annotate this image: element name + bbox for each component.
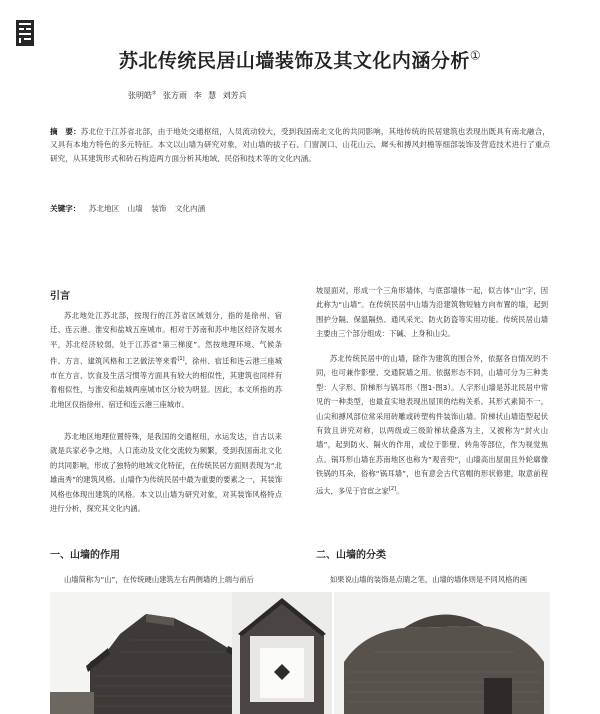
citation-ref: [2] [388,485,397,492]
author-name: 慧 [208,91,217,100]
keyword: 苏北地区 [88,204,120,213]
section-2-heading: 二、山墙的分类 [316,550,386,561]
right-paragraph-1: 坡屋面对，形成一个三角形墙体，与底部墙体一起，似古体“山”字，因此称为“山墙”。在传统民居中山墙为沿建筑物短轴方向布置的墙，起到围护分隔、保温隔热、通风采光、防火防盗等实用功能。传统民居山墙主要由三个部分组成：下碱、上身和山尖。 [316,286,548,339]
citation-ref: [1] [177,356,185,363]
author-list [128,90,247,101]
keyword: 山墙 [127,204,143,213]
section-1-heading: 一、山墙的作用 [50,550,120,561]
right-paragraph-2: 苏北传统民居中的山墙，除作为建筑的围合外，依据各自情况的不同，也可兼作影壁、交通院墙之用。依据形态不同，山墙可分为三种类型：人字形、阶梯形与锅耳形（图1-图3）。人字形山墙是苏北民居中常见的一种类型，也最直实地表现出屋顶的结构关系。其形式素简不一，山尖和搏风部位常采用砖雕或砖塑构件装饰山墙。阶梯状山墙造型起伏有致且讲究对称，以两级或三级阶梯状叠落为主，又被称为“封火山墙”，起到防火、隔火的作用，或位于影壁、转角等部位，作为视觉焦点。锅耳形山墙在苏南地区也称为“观音兜”，山墙高出屋面且外轮廓像铁锅的耳朵，俗称“锅耳墙”，也有意会古代官帽的形状修建，取意前程远大，多见于官宦之家[2]。 [316,354,548,496]
gable-wall-photo-right [334,592,550,714]
keyword: 装饰 [151,204,167,213]
paper-title: 苏北传统民居山墙装饰及其文化内涵分析① [118,48,482,72]
section-2-paragraph: 如果说山墙的装饰是点睛之笔，山墙的墙体则是不同风格的画 [330,575,528,584]
abstract [50,125,550,165]
author-name: 张方雨 [163,91,188,100]
intro-heading: 引言 [50,291,70,302]
author-name: 李 [193,91,202,100]
abstract-label: 摘 要： [50,127,81,136]
author-name: 张明皓 [128,91,152,100]
abstract-text: 苏北位于江苏省北部，由于地处交通枢纽，人员流动较大，受到我国南北文化的共同影响，其地传统的民居建筑也表现出既具有南北融合，又具有本地方特色的多元特征。本文以山墙为研究对象，对山墙的拔子石、门窗洞口、山花山云、墀头和搏风封檐等细部装饰及营造技术进行了重点研究，从其建筑形式和砖石构造两方面分析其地域、民俗和技术等的文化内涵。 [50,127,550,163]
author-name: 刘芳兵 [222,91,247,100]
keyword: 文化内涵 [174,204,206,213]
keywords [50,203,205,214]
intro-paragraph-1: 苏北地处江苏北部，按现行的江苏省区域划分，指的是徐州、宿迁、连云港、淮安和盐城五座城市。相对于苏南和苏中地区经济发展水平，苏北经济较弱，处于江苏省“第三梯度”。然按地理环境、气候条件、方言、建筑风格和工艺做法等来看[1]，徐州、宿迁和连云港三座城市在方言、饮食及生活习惯等方面具有较大的相似性，其建筑也同样有着相似性，与淮安和盐城两座城市区分较为明显。因此，本文所指的苏北地区仅指徐州、宿迁和连云港三座城市。 [50,311,283,409]
keywords-label: 关键字： [50,204,81,213]
section-1-paragraph: 山墙简称为“山”，在传统硬山建筑左右两侧墙的上端与前后 [64,575,254,584]
corner-stamp-icon [14,18,36,48]
title-footnote-mark: ① [469,48,482,63]
gable-window-photo [232,592,332,714]
intro-paragraph-2: 苏北地区地理位置特殊，是我国的交通枢纽，水运发达，自古以来就是兵家必争之地，人口流动及文化交流较为频繁，受到我国南北文化的共同影响，形成了独特的地域文化特征，在传统民居方面则表现为“北雄南秀”的建筑风格。山墙作为传统民居中最为重要的要素之一，其装饰风格也体现出建筑的风格。本文以山墙为研究对象，对其装饰风格特点进行分析，探究其文化内涵。 [50,432,282,514]
author-footnote-mark: ② [152,90,157,97]
